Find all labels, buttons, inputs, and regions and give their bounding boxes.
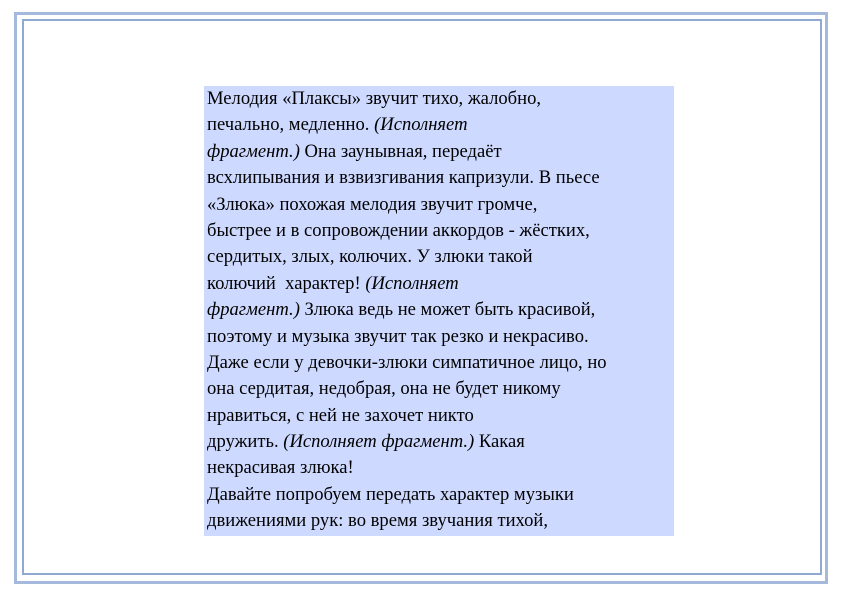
italic-fragment: (Исполняет: [365, 272, 459, 294]
text-fragment: поэтому и музыка звучит так резко и некрасиво.: [207, 325, 589, 347]
text-fragment: движениями рук: во время звучания тихой,: [207, 510, 549, 532]
text-line: [207, 376, 674, 402]
text-line: [207, 271, 674, 297]
text-line: [207, 455, 674, 481]
text-fragment: она сердитая, недобрая, она не будет никому: [207, 378, 561, 400]
text-fragment: некрасивая злюка!: [207, 457, 354, 479]
text-line: [207, 192, 674, 218]
text-fragment: Мелодия «Плаксы» звучит тихо, жалобно,: [207, 88, 542, 109]
italic-fragment: фрагмент.): [207, 299, 300, 321]
text-line: [207, 482, 674, 508]
text-fragment: Даже если у девочки-злюки симпатичное лицо, но: [207, 351, 607, 373]
text-fragment: Давайте попробуем передать характер музыки: [207, 483, 574, 505]
text-fragment: сердитых, злых, колючих. У злюки такой: [207, 246, 533, 268]
text-line: [207, 244, 674, 270]
text-line: [207, 429, 674, 455]
italic-fragment: (Исполняет фрагмент.): [283, 431, 475, 453]
text-line: [207, 218, 674, 244]
text-fragment: Она заунывная, передаёт: [299, 140, 502, 162]
text-line: [207, 112, 674, 138]
text-fragment: колючий характер!: [207, 272, 366, 294]
text-line: [207, 297, 674, 323]
text-fragment: Злюка ведь не может быть красивой,: [299, 299, 596, 321]
text-line: [207, 350, 674, 376]
text-line: [207, 403, 674, 429]
italic-fragment: (Исполняет: [374, 114, 468, 136]
text-fragment: быстрее и в сопровождении аккордов - жёстких,: [207, 219, 590, 241]
text-line: [207, 324, 674, 350]
text-fragment: дружить.: [207, 431, 284, 453]
text-line: [207, 139, 674, 165]
text-line: [207, 165, 674, 191]
text-fragment: печально, медленно.: [207, 114, 375, 136]
text-fragment: «Злюка» похожая мелодия звучит громче,: [207, 193, 538, 215]
text-block: [204, 86, 674, 536]
text-fragment: Какая: [474, 431, 525, 453]
italic-fragment: фрагмент.): [207, 140, 300, 162]
text-line: [207, 86, 674, 112]
text-fragment: всхлипывания и взвизгивания капризули. В пьесе: [207, 167, 600, 189]
text-line: [207, 508, 674, 534]
text-fragment: нравиться, с ней не захочет никто: [207, 404, 474, 426]
